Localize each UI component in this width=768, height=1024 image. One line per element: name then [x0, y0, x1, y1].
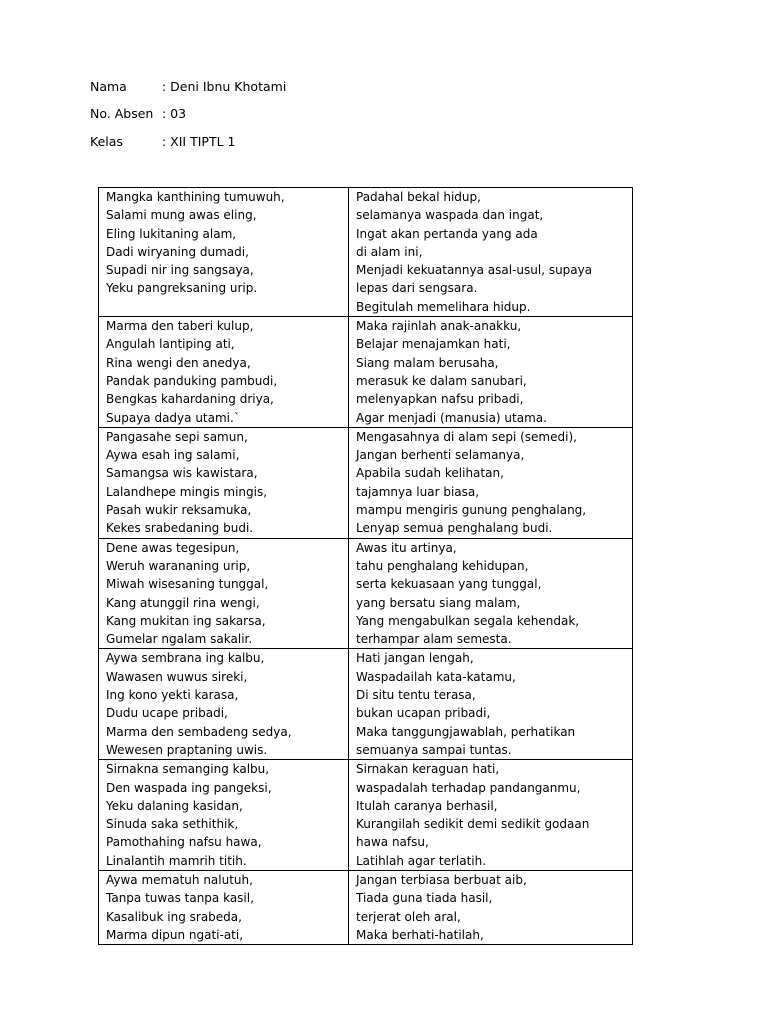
javanese-verse-line: Aywa esah ing salami, — [106, 448, 240, 463]
class-label: Kelas — [90, 133, 123, 149]
indonesian-translation-cell — [349, 870, 633, 944]
stanza-row — [99, 317, 633, 428]
stanza-row — [99, 649, 633, 760]
name-label: Nama — [90, 79, 127, 94]
indonesian-translation-cell — [349, 538, 633, 649]
javanese-verse-line: Eling lukitaning alam, — [106, 226, 237, 241]
translation-line: Siang malam berusaha, — [356, 355, 499, 370]
stanza-row — [99, 760, 633, 871]
javanese-verse-line: Wawasen wuwus sireki, — [106, 669, 248, 684]
javanese-verse-line: Pasah wukir reksamuka, — [106, 503, 252, 518]
class-value: : XII TIPTL 1 — [162, 133, 236, 149]
javanese-verse-line: Lalandhepe mingis mingis, — [106, 484, 268, 499]
translation-line: Maka berhati-hatilah, — [356, 927, 484, 942]
translation-line: Hati jangan lengah, — [356, 651, 474, 666]
javanese-verse-cell — [99, 760, 349, 871]
stanza-row — [99, 427, 633, 538]
javanese-verse-line: Ing kono yekti karasa, — [106, 688, 239, 703]
absence-number-value: : 03 — [162, 106, 187, 122]
translation-line: Jangan berhenti selamanya, — [356, 448, 525, 463]
javanese-verse-cell — [99, 317, 349, 428]
translation-line: mampu mengiris gunung penghalang, — [356, 503, 587, 518]
stanza-row — [99, 870, 633, 944]
translation-line: Agar menjadi (manusia) utama. — [356, 410, 547, 425]
javanese-verse-cell — [99, 538, 349, 649]
javanese-verse-line: Angulah lantiping ati, — [106, 337, 235, 352]
translation-line: yang bersatu siang malam, — [356, 595, 521, 610]
translation-line: Apabila sudah kelihatan, — [356, 466, 504, 481]
indonesian-translation-cell — [349, 427, 633, 538]
javanese-verse-line: Dadi wiryaning dumadi, — [106, 244, 249, 259]
javanese-verse-line: Aywa sembrana ing kalbu, — [106, 651, 265, 666]
translation-line: hawa nafsu, — [356, 835, 429, 850]
javanese-verse-line: Marma den sembadeng sedya, — [106, 724, 292, 739]
javanese-verse-line: Kasalibuk ing srabeda, — [106, 909, 242, 924]
translation-line: Awas itu artinya, — [356, 540, 457, 555]
translation-line: Maka rajinlah anak-anakku, — [356, 319, 522, 334]
absence-number-label: No. Absen — [90, 106, 154, 122]
javanese-verse-line: Pamothahing nafsu hawa, — [106, 835, 262, 850]
translation-line: tahu penghalang kehidupan, — [356, 558, 529, 573]
translation-line: serta kekuasaan yang tunggal, — [356, 577, 542, 592]
javanese-verse-line: Linalantih mamrih titih. — [106, 853, 247, 868]
indonesian-translation-cell — [349, 649, 633, 760]
javanese-verse-line: Mangka kanthining tumuwuh, — [106, 190, 285, 204]
javanese-verse-line: Kang atunggil rina wengi, — [106, 595, 260, 610]
translation-line: Lenyap semua penghalang budi. — [356, 521, 553, 536]
translation-line: Latihlah agar terlatih. — [356, 853, 487, 868]
javanese-verse-line: Marma dipun ngati-ati, — [106, 927, 244, 942]
javanese-verse-line: Supaya dadya utami.` — [106, 410, 240, 425]
translation-line: Mengasahnya di alam sepi (semedi), — [356, 429, 577, 444]
indonesian-translation-cell — [349, 188, 633, 317]
translation-line: terhampar alam semesta. — [356, 632, 512, 647]
translation-line: Sirnakan keraguan hati, — [356, 762, 500, 777]
class-row — [90, 133, 286, 160]
javanese-verse-line: Weruh warananing urip, — [106, 558, 251, 573]
indonesian-translation-cell — [349, 317, 633, 428]
translation-line: Yang mengabulkan segala kehendak, — [356, 613, 580, 628]
translation-line: terjerat oleh aral, — [356, 909, 461, 924]
indonesian-translation-cell — [349, 760, 633, 871]
javanese-verse-line: Kekes srabedaning budi. — [106, 521, 254, 536]
javanese-verse-line: Kang mukitan ing sakarsa, — [106, 613, 266, 628]
translation-line: Tiada guna tiada hasil, — [356, 891, 493, 906]
translation-line: Belajar menajamkan hati, — [356, 337, 511, 352]
javanese-verse-line: Den waspada ing pangeksi, — [106, 780, 272, 795]
javanese-verse-cell — [99, 427, 349, 538]
translation-line: di alam ini, — [356, 244, 423, 259]
translation-line: Begitulah memelihara hidup. — [356, 299, 531, 314]
javanese-verse-line: Dene awas tegesipun, — [106, 540, 240, 555]
javanese-verse-line: Gumelar ngalam sakalir. — [106, 632, 253, 647]
javanese-verse-line: Supadi nir ing sangsaya, — [106, 263, 254, 278]
javanese-verse-line: Sirnakna semanging kalbu, — [106, 762, 270, 777]
translation-line: lepas dari sengsara. — [356, 281, 478, 296]
javanese-verse-line: Samangsa wis kawistara, — [106, 466, 258, 481]
poem-table-body — [99, 188, 633, 945]
name-value: : Deni Ibnu Khotami — [162, 79, 287, 94]
translation-line: Padahal bekal hidup, — [356, 190, 481, 204]
javanese-verse-line: Bengkas kahardaning driya, — [106, 392, 274, 407]
student-info — [90, 78, 286, 160]
javanese-verse-line: Miwah wisesaning tunggal, — [106, 577, 269, 592]
absence-number-row — [90, 105, 286, 132]
javanese-verse-cell — [99, 188, 349, 317]
translation-line: merasuk ke dalam sanubari, — [356, 373, 527, 388]
translation-line: Waspadailah kata-katamu, — [356, 669, 516, 684]
translation-line: bukan ucapan pribadi, — [356, 706, 491, 721]
javanese-verse-line: Pandak panduking pambudi, — [106, 373, 278, 388]
name-row — [90, 78, 286, 105]
stanza-row — [99, 188, 633, 317]
javanese-verse-line: Yeku pangreksaning urip. — [106, 281, 258, 296]
javanese-verse-line: Rina wengi den anedya, — [106, 355, 251, 370]
translation-line: Ingat akan pertanda yang ada — [356, 226, 538, 241]
translation-line: semuanya sampai tuntas. — [356, 742, 512, 757]
javanese-verse-line: Marma den taberi kulup, — [106, 319, 254, 334]
javanese-verse-line: Wewesen praptaning uwis. — [106, 742, 268, 757]
translation-line: waspadalah terhadap pandanganmu, — [356, 780, 581, 795]
javanese-verse-line: Tanpa tuwas tanpa kasil, — [106, 891, 254, 906]
javanese-verse-line: Dudu ucape pribadi, — [106, 706, 228, 721]
translation-line: Kurangilah sedikit demi sedikit godaan — [356, 817, 590, 832]
javanese-verse-line: Pangasahe sepi samun, — [106, 429, 248, 444]
javanese-verse-line: Sinuda saka sethithik, — [106, 817, 239, 832]
translation-line: selamanya waspada dan ingat, — [356, 208, 544, 223]
poem-translation-table — [98, 187, 633, 945]
translation-line: tajamnya luar biasa, — [356, 484, 480, 499]
stanza-row — [99, 538, 633, 649]
javanese-verse-cell — [99, 870, 349, 944]
translation-line: Itulah caranya berhasil, — [356, 798, 498, 813]
javanese-verse-line: Yeku dalaning kasidan, — [106, 798, 243, 813]
javanese-verse-cell — [99, 649, 349, 760]
translation-line: Jangan terbiasa berbuat aib, — [356, 872, 527, 887]
translation-line: Maka tanggungjawablah, perhatikan — [356, 724, 576, 739]
javanese-verse-line: Salami mung awas eling, — [106, 208, 257, 223]
javanese-verse-line: Aywa mematuh nalutuh, — [106, 872, 253, 887]
translation-line: Menjadi kekuatannya asal-usul, supaya — [356, 263, 593, 278]
translation-line: Di situ tentu terasa, — [356, 688, 476, 703]
translation-line: melenyapkan nafsu pribadi, — [356, 392, 524, 407]
